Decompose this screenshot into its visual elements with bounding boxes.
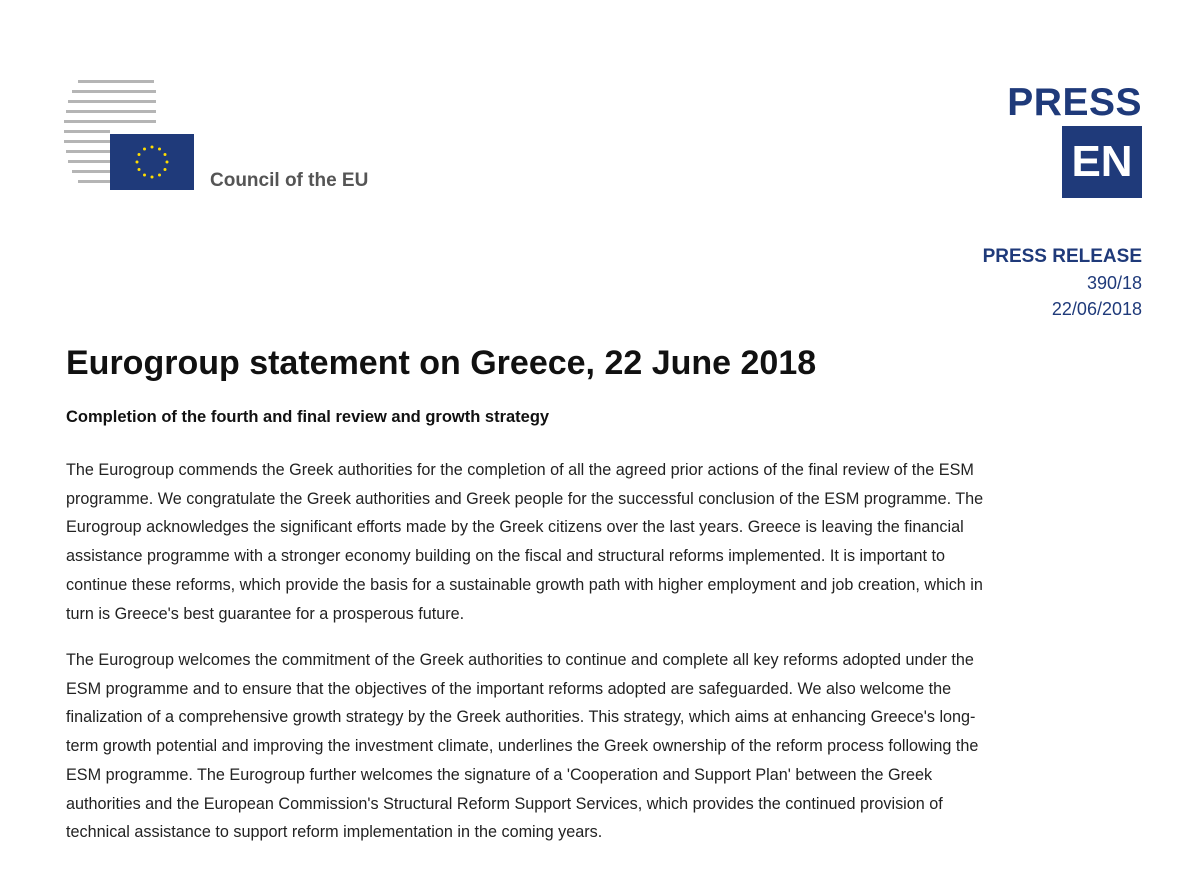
eu-flag-icon (64, 80, 204, 192)
paragraph-line: continue these reforms, which provide the basis for a sustainable growth path with higher employment and job creation, which in (66, 575, 983, 594)
paragraph-1 (66, 456, 1144, 628)
flag-star (138, 153, 141, 156)
paragraph-line: term growth potential and improving the investment climate, underlines the Greek ownership of the reform process following the (66, 737, 979, 756)
paragraph-line: technical assistance to support reform implementation in the coming years. (66, 823, 603, 842)
release-date: 22/06/2018 (1051, 299, 1142, 319)
flag-star (163, 168, 166, 171)
release-meta (983, 244, 1142, 322)
flag-star (151, 176, 154, 179)
paragraph-line: turn is Greece's best guarantee for a prosperous future. (66, 604, 465, 623)
flag-star (136, 161, 139, 164)
paragraph-line: The Eurogroup welcomes the commitment of the Greek authorities to continue and complete all key reforms adopted under the (66, 651, 974, 669)
release-label: PRESS RELEASE (982, 246, 1142, 267)
paragraph-line: assistance programme with a stronger economy building on the fiscal and structural reforms implemented. It is important to (66, 547, 946, 566)
press-badge (1002, 82, 1142, 198)
flag-star (151, 146, 154, 149)
flag-star (143, 148, 146, 151)
flag-star (166, 161, 169, 164)
paragraph-line: ESM programme. The Eurogroup further welcomes the signature of a 'Cooperation and Support Plan' between the Greek (66, 765, 933, 784)
flag-star (158, 148, 161, 151)
paragraph-line: Eurogroup acknowledges the significant efforts made by the Greek citizens over the last years. Greece is leaving the financial (66, 518, 964, 537)
flag-star (158, 173, 161, 176)
flag-star (143, 173, 146, 176)
paragraph-line: programme. We congratulate the Greek authorities and Greek people for the successful conclusion of the ESM programme. The (66, 489, 984, 508)
paragraph-line: ESM programme and to ensure that the objectives of the important reforms adopted are safeguarded. We also welcome the (66, 679, 952, 698)
release-number: 390/18 (1086, 273, 1142, 293)
paragraph-line: The Eurogroup commends the Greek authorities for the completion of all the agreed prior actions of the final review of the ESM (66, 461, 974, 479)
document-subtitle: Completion of the fourth and final review and growth strategy (66, 408, 550, 426)
council-of-the-eu-logo (64, 80, 204, 192)
organization-name: Council of the EU (210, 170, 369, 191)
flag-star (163, 153, 166, 156)
paragraph-line: finalization of a comprehensive growth strategy by the Greek authorities. This strategy, which aims at enhancing Greece's long- (66, 708, 976, 727)
flag-star (138, 168, 141, 171)
language-code: EN (1062, 126, 1142, 198)
document-title: Eurogroup statement on Greece, 22 June 2018 (66, 344, 817, 382)
press-label: PRESS (1007, 81, 1142, 124)
paragraph-line: authorities and the European Commission's Structural Reform Support Services, which provides the continued provision of (66, 794, 943, 813)
paragraph-2 (66, 646, 1144, 847)
